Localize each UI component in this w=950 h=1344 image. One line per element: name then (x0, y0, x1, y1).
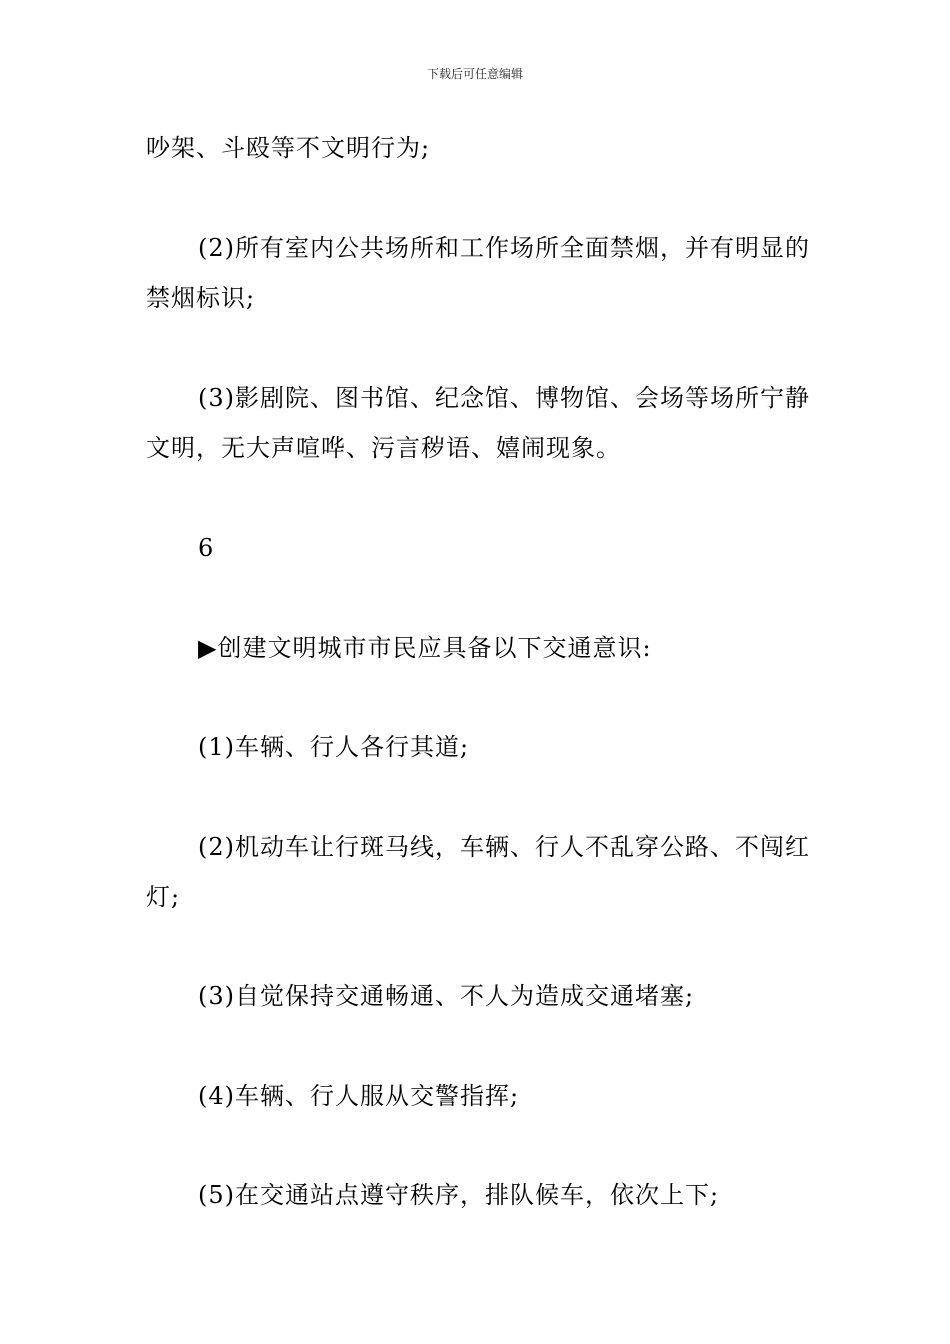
paragraph-item-3: (3)影剧院、图书馆、纪念馆、博物馆、会场等场所宁静文明，无大声喧哗、污言秽语、嬉闹现象。 (146, 384, 810, 462)
page-number-text: 6 (198, 534, 215, 562)
section-heading: ▶创建文明城市市民应具备以下交通意识: (198, 634, 652, 662)
traffic-item-2: (2)机动车让行斑马线，车辆、行人不乱穿公路、不闯红灯; (146, 833, 810, 911)
traffic-item-1: (1)车辆、行人各行其道; (198, 733, 470, 761)
paragraph-item-2: (2)所有室内公共场所和工作场所全面禁烟，并有明显的禁烟标识; (146, 234, 810, 312)
traffic-item-3: (3)自觉保持交通畅通、不人为造成交通堵塞; (198, 982, 695, 1010)
traffic-item-5: (5)在交通站点遵守秩序，排队候车，依次上下; (198, 1181, 720, 1209)
paragraph-continuation: 吵架、斗殴等不文明行为; (146, 134, 431, 162)
page-header: 下载后可任意编辑 (426, 67, 523, 81)
traffic-item-4: (4)车辆、行人服从交警指挥; (198, 1082, 520, 1110)
